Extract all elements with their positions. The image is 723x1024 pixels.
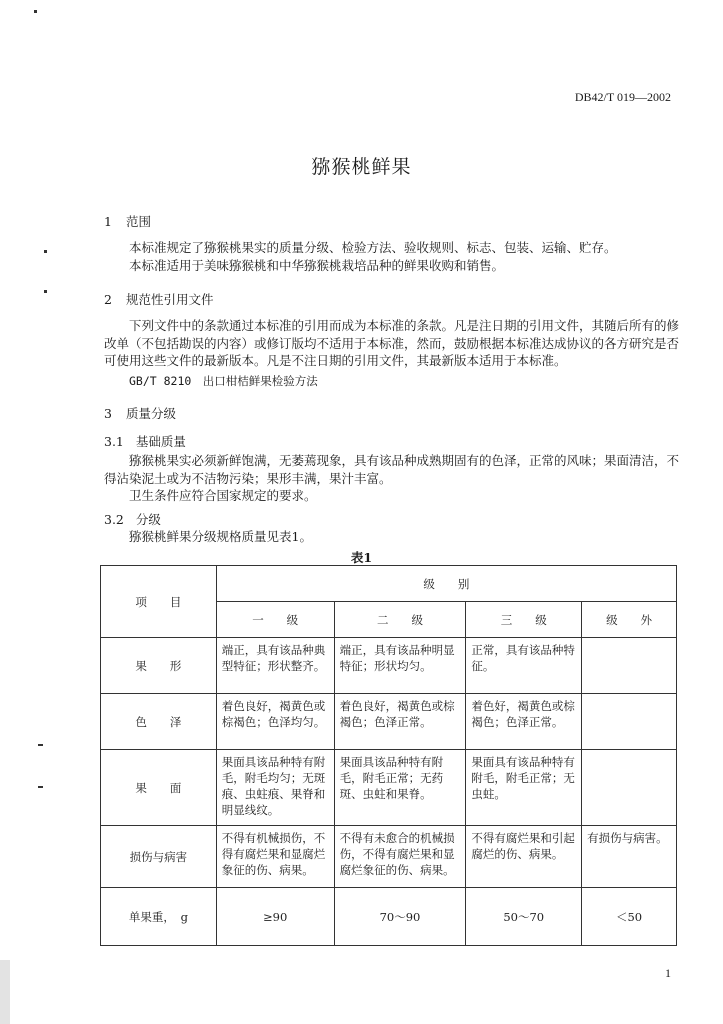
table-cell <box>582 638 677 694</box>
table-cell: 着色良好，褐黄色或棕褐色；色泽正常。 <box>334 694 466 750</box>
section-2-heading: 2 规范性引用文件 <box>104 292 214 307</box>
paragraph: 本标准规定了猕猴桃果实的质量分级、检验方法、验收规则、标志、包装、运输、贮存。 <box>129 240 617 255</box>
row-label: 果 形 <box>101 638 217 694</box>
table-cell <box>582 750 677 826</box>
row-label: 果 面 <box>101 750 217 826</box>
page-number: 1 <box>665 966 671 980</box>
scan-edge <box>0 960 10 1024</box>
table-cell: 着色良好，褐黄色或棕褐色；色泽均匀。 <box>216 694 334 750</box>
scan-mark <box>44 250 47 253</box>
section-1-heading: 1 范围 <box>104 214 152 229</box>
scan-mark <box>38 786 43 788</box>
grade-header: 级 别 <box>216 566 676 602</box>
table-row <box>101 638 677 694</box>
table-cell: 有损伤与病害。 <box>582 826 677 888</box>
table-cell: 果面具有该品种特有附毛，附毛正常；无虫蛀。 <box>466 750 582 826</box>
document-code: DB42/T 019—2002 <box>574 90 671 104</box>
table-cell: 不得有腐烂果和引起腐烂的伤、病果。 <box>466 826 582 888</box>
table-cell: 端正，具有该品种典型特征；形状整齐。 <box>216 638 334 694</box>
section-1-body <box>104 239 679 274</box>
table-cell: 着色好，褐黄色或棕褐色；色泽正常。 <box>466 694 582 750</box>
table-cell: 不得有机械损伤，不得有腐烂果和显腐烂象征的伤、病果。 <box>216 826 334 888</box>
grade-table <box>100 565 677 946</box>
table-cell: 果面具该品种特有附毛，附毛正常；无药斑、虫蛀和果脊。 <box>334 750 466 826</box>
table-row <box>101 694 677 750</box>
reference-standard: GB/T 8210 出口柑桔鲜果检验方法 <box>129 374 318 388</box>
document-title: 猕猴桃鲜果 <box>311 156 412 178</box>
paragraph: 猕猴桃果实必须新鲜饱满，无萎蔫现象，具有该品种成熟期固有的色泽，正常的风味；果面清洁，不得沾染泥土或为不洁物污染；果形丰满，果汁丰富。 <box>104 453 680 486</box>
grade-3: 三 级 <box>466 602 582 638</box>
row-label: 损伤与病害 <box>101 826 217 888</box>
table-header-row <box>101 566 677 602</box>
grade-2: 二 级 <box>334 602 466 638</box>
scan-mark <box>34 10 37 13</box>
table-row <box>101 888 677 946</box>
scan-mark <box>38 744 43 746</box>
row-label: 单果重， g <box>101 888 217 946</box>
paragraph: 本标准适用于美味猕猴桃和中华猕猴桃栽培品种的鲜果收购和销售。 <box>129 257 505 273</box>
section-3-1-heading: 3.1 基础质量 <box>104 434 186 449</box>
table-cell: 端正，具有该品种明显特征；形状均匀。 <box>334 638 466 694</box>
table-cell: 果面具该品种特有附毛，附毛均匀；无斑痕、虫蛀痕、果脊和明显线纹。 <box>216 750 334 826</box>
grade-1: 一 级 <box>216 602 334 638</box>
section-3-heading: 3 质量分级 <box>104 406 177 421</box>
grade-out: 级 外 <box>582 602 677 638</box>
table-cell: 50～70 <box>466 888 582 946</box>
section-2-paragraph: 下列文件中的条款通过本标准的引用而成为本标准的条款。凡是注日期的引用文件，其随后所有的修改单（不包括勘误的内容）或修订版均不适用于本标准，然而，鼓励根据本标准达成协议的各方研究是否可使用这些文件的最新版本。凡是不注日期的引用文件，其最新版本适用于本标准。 <box>104 318 680 368</box>
paragraph: 卫生条件应符合国家规定的要求。 <box>129 488 317 503</box>
table-cell: 不得有未愈合的机械损伤，不得有腐烂果和显腐烂象征的伤、病果。 <box>334 826 466 888</box>
section-3-2-heading: 3.2 分级 <box>104 512 161 527</box>
scan-mark <box>44 290 47 293</box>
section-3-1-body <box>104 452 679 505</box>
section-3-2-paragraph: 猕猴桃鲜果分级规格质量见表1。 <box>129 529 312 544</box>
table-cell: 70～90 <box>334 888 466 946</box>
table-caption: 表1 <box>350 550 373 565</box>
row-label: 色 泽 <box>101 694 217 750</box>
item-header: 项 目 <box>101 566 217 638</box>
table-cell: ＜50 <box>582 888 677 946</box>
table-row <box>101 750 677 826</box>
table-cell: 正常，具有该品种特征。 <box>466 638 582 694</box>
table-cell <box>582 694 677 750</box>
table-row <box>101 826 677 888</box>
table-cell: ≥90 <box>216 888 334 946</box>
